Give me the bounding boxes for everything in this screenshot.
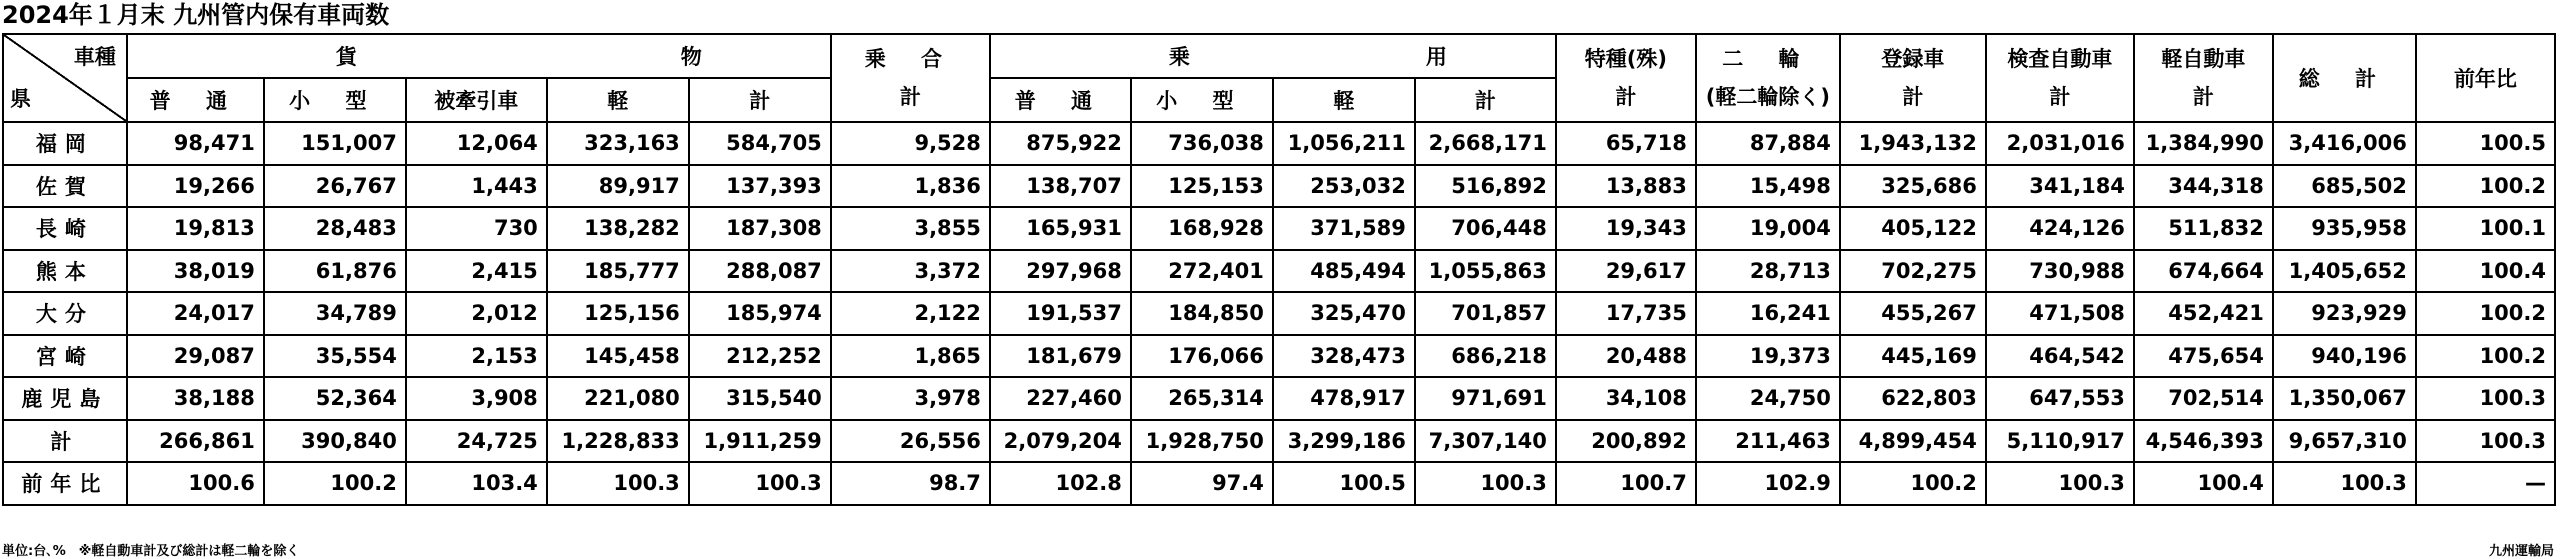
table-cell: 390,840 xyxy=(264,420,406,463)
table-body xyxy=(3,122,2555,505)
table-cell: 151,007 xyxy=(264,122,406,165)
table-cell: 9,657,310 xyxy=(2273,420,2416,463)
table-cell: 452,421 xyxy=(2134,292,2273,335)
table-cell: 9,528 xyxy=(831,122,990,165)
table-cell: 100.2 xyxy=(1840,462,1986,505)
table-cell: 3,908 xyxy=(406,377,547,420)
cargo-col-header: 計 xyxy=(689,78,831,122)
cargo-group-right: 物 xyxy=(680,45,702,69)
table-cell: 2,031,016 xyxy=(1986,122,2134,165)
registered-header: 登録車 計 xyxy=(1840,34,1986,122)
table-cell: 1,865 xyxy=(831,335,990,378)
table-cell: 730,988 xyxy=(1986,250,2134,293)
table-cell: 344,318 xyxy=(2134,165,2273,208)
table-cell: 455,267 xyxy=(1840,292,1986,335)
table-cell: 34,789 xyxy=(264,292,406,335)
table-cell: 266,861 xyxy=(127,420,264,463)
passenger-col-header: 小 型 xyxy=(1131,78,1273,122)
table-cell: 184,850 xyxy=(1131,292,1273,335)
row-label: 長崎 xyxy=(3,207,127,250)
table-cell: 253,032 xyxy=(1273,165,1415,208)
table-cell: 100.3 xyxy=(2416,420,2555,463)
table-cell: 100.5 xyxy=(1273,462,1415,505)
table-cell: 923,929 xyxy=(2273,292,2416,335)
table-cell: 516,892 xyxy=(1415,165,1556,208)
table-cell: 3,978 xyxy=(831,377,990,420)
table-cell: 35,554 xyxy=(264,335,406,378)
table-cell: 325,686 xyxy=(1840,165,1986,208)
table-cell: 28,713 xyxy=(1696,250,1840,293)
table-cell: 5,110,917 xyxy=(1986,420,2134,463)
table-cell: 1,911,259 xyxy=(689,420,831,463)
cargo-col-header: 小 型 xyxy=(264,78,406,122)
table-cell: 100.3 xyxy=(2273,462,2416,505)
table-cell: 701,857 xyxy=(1415,292,1556,335)
table-cell: 1,443 xyxy=(406,165,547,208)
row-label: 福岡 xyxy=(3,122,127,165)
table-cell: 100.3 xyxy=(1415,462,1556,505)
table-cell: 98.7 xyxy=(831,462,990,505)
table-cell: 200,892 xyxy=(1556,420,1696,463)
table-row xyxy=(3,462,2555,505)
page-title: 2024年１月末 九州管内保有車両数 xyxy=(2,1,390,29)
table-cell: 325,470 xyxy=(1273,292,1415,335)
table-row xyxy=(3,292,2555,335)
table-cell: 265,314 xyxy=(1131,377,1273,420)
table-cell: 227,460 xyxy=(990,377,1131,420)
grand-total-header: 総 計 xyxy=(2273,34,2416,122)
table-cell: 102.9 xyxy=(1696,462,1840,505)
table-cell: 98,471 xyxy=(127,122,264,165)
table-cell: 1,943,132 xyxy=(1840,122,1986,165)
table-cell: 17,735 xyxy=(1556,292,1696,335)
table-cell: 38,188 xyxy=(127,377,264,420)
table-cell: 622,803 xyxy=(1840,377,1986,420)
table-cell: 315,540 xyxy=(689,377,831,420)
table-row xyxy=(3,377,2555,420)
table-cell: 26,556 xyxy=(831,420,990,463)
table-cell: 181,679 xyxy=(990,335,1131,378)
table-cell: 736,038 xyxy=(1131,122,1273,165)
table-cell: 102.8 xyxy=(990,462,1131,505)
table-row xyxy=(3,250,2555,293)
table-cell: 100.3 xyxy=(547,462,689,505)
table-cell: 61,876 xyxy=(264,250,406,293)
row-label: 熊本 xyxy=(3,250,127,293)
table-cell: 185,974 xyxy=(689,292,831,335)
table-cell: 168,928 xyxy=(1131,207,1273,250)
row-label: 佐賀 xyxy=(3,165,127,208)
table-cell: 328,473 xyxy=(1273,335,1415,378)
table-cell: 100.1 xyxy=(2416,207,2555,250)
special-header: 特種(殊) 計 xyxy=(1556,34,1696,122)
table-cell: 706,448 xyxy=(1415,207,1556,250)
table-cell: 971,691 xyxy=(1415,377,1556,420)
table-cell: 485,494 xyxy=(1273,250,1415,293)
table-cell: 19,343 xyxy=(1556,207,1696,250)
row-label: 計 xyxy=(3,420,127,463)
table-cell: 19,266 xyxy=(127,165,264,208)
bus-header: 乗 合 計 xyxy=(831,34,990,122)
corner-bottom-label: 県 xyxy=(10,87,31,111)
table-cell: 24,017 xyxy=(127,292,264,335)
table-cell: 20,488 xyxy=(1556,335,1696,378)
table-cell: 100.2 xyxy=(264,462,406,505)
table-cell: 221,080 xyxy=(547,377,689,420)
corner-top-label: 車種 xyxy=(73,45,116,69)
table-cell: 730 xyxy=(406,207,547,250)
table-cell: 297,968 xyxy=(990,250,1131,293)
table-cell: 100.5 xyxy=(2416,122,2555,165)
passenger-group-left: 乗 xyxy=(1168,45,1190,69)
table-cell: 1,350,067 xyxy=(2273,377,2416,420)
table-cell: 97.4 xyxy=(1131,462,1273,505)
table-cell: 100.6 xyxy=(127,462,264,505)
table-cell: 478,917 xyxy=(1273,377,1415,420)
table-cell: 2,415 xyxy=(406,250,547,293)
table-cell: 100.3 xyxy=(689,462,831,505)
passenger-group-right: 用 xyxy=(1425,45,1447,69)
cargo-col-header: 普 通 xyxy=(127,78,264,122)
motorcycle-header: 二 輪 (軽二輪除く) xyxy=(1696,34,1840,122)
row-label: 鹿児島 xyxy=(3,377,127,420)
row-label: 大分 xyxy=(3,292,127,335)
table-cell: 24,725 xyxy=(406,420,547,463)
table-cell: 3,416,006 xyxy=(2273,122,2416,165)
unit-footnote: 単位:台､% ※軽自動車計及び総計は軽二輪を除く xyxy=(2,544,300,559)
table-cell: 3,855 xyxy=(831,207,990,250)
table-cell: 24,750 xyxy=(1696,377,1840,420)
passenger-col-header: 軽 xyxy=(1273,78,1415,122)
table-cell: 125,156 xyxy=(547,292,689,335)
table-cell: 2,122 xyxy=(831,292,990,335)
table-cell: 87,884 xyxy=(1696,122,1840,165)
table-cell: 34,108 xyxy=(1556,377,1696,420)
table-cell: 674,664 xyxy=(2134,250,2273,293)
table-cell: 19,373 xyxy=(1696,335,1840,378)
table-row xyxy=(3,335,2555,378)
passenger-col-header: 計 xyxy=(1415,78,1556,122)
table-cell: 26,767 xyxy=(264,165,406,208)
table-cell: 702,275 xyxy=(1840,250,1986,293)
table-cell: 288,087 xyxy=(689,250,831,293)
cargo-col-header: 被牽引車 xyxy=(406,78,547,122)
light-vehicle-header: 軽自動車 計 xyxy=(2134,34,2273,122)
table-cell: — xyxy=(2416,462,2555,505)
table-cell: 3,299,186 xyxy=(1273,420,1415,463)
row-label: 宮崎 xyxy=(3,335,127,378)
table-cell: 2,079,204 xyxy=(990,420,1131,463)
table-cell: 341,184 xyxy=(1986,165,2134,208)
table-cell: 138,282 xyxy=(547,207,689,250)
table-cell: 13,883 xyxy=(1556,165,1696,208)
table-cell: 12,064 xyxy=(406,122,547,165)
table-cell: 4,546,393 xyxy=(2134,420,2273,463)
table-cell: 185,777 xyxy=(547,250,689,293)
table-cell: 100.2 xyxy=(2416,292,2555,335)
table-cell: 7,307,140 xyxy=(1415,420,1556,463)
table-row xyxy=(3,420,2555,463)
source-label: 九州運輸局 xyxy=(2488,544,2554,559)
table-cell: 371,589 xyxy=(1273,207,1415,250)
table-cell: 935,958 xyxy=(2273,207,2416,250)
corner-header xyxy=(3,34,127,122)
table-cell: 137,393 xyxy=(689,165,831,208)
table-cell: 445,169 xyxy=(1840,335,1986,378)
table-cell: 176,066 xyxy=(1131,335,1273,378)
table-cell: 424,126 xyxy=(1986,207,2134,250)
table-cell: 89,917 xyxy=(547,165,689,208)
table-cell: 38,019 xyxy=(127,250,264,293)
passenger-col-header: 普 通 xyxy=(990,78,1131,122)
table-cell: 511,832 xyxy=(2134,207,2273,250)
table-cell: 100.3 xyxy=(1986,462,2134,505)
table-cell: 19,004 xyxy=(1696,207,1840,250)
table-cell: 3,372 xyxy=(831,250,990,293)
table-cell: 19,813 xyxy=(127,207,264,250)
table-cell: 584,705 xyxy=(689,122,831,165)
vehicle-table xyxy=(2,33,2556,506)
table-cell: 405,122 xyxy=(1840,207,1986,250)
table-cell: 2,668,171 xyxy=(1415,122,1556,165)
cargo-col-header: 軽 xyxy=(547,78,689,122)
table-row xyxy=(3,122,2555,165)
table-cell: 65,718 xyxy=(1556,122,1696,165)
passenger-group-header xyxy=(990,34,1556,78)
table-cell: 125,153 xyxy=(1131,165,1273,208)
table-cell: 685,502 xyxy=(2273,165,2416,208)
table-cell: 272,401 xyxy=(1131,250,1273,293)
table-cell: 940,196 xyxy=(2273,335,2416,378)
table-cell: 212,252 xyxy=(689,335,831,378)
table-cell: 165,931 xyxy=(990,207,1131,250)
table-cell: 1,384,990 xyxy=(2134,122,2273,165)
table-cell: 187,308 xyxy=(689,207,831,250)
table-cell: 4,899,454 xyxy=(1840,420,1986,463)
table-cell: 1,055,863 xyxy=(1415,250,1556,293)
table-cell: 1,405,652 xyxy=(2273,250,2416,293)
inspected-header: 検査自動車 計 xyxy=(1986,34,2134,122)
table-cell: 29,087 xyxy=(127,335,264,378)
row-label: 前年比 xyxy=(3,462,127,505)
table-cell: 647,553 xyxy=(1986,377,2134,420)
table-cell: 100.2 xyxy=(2416,335,2555,378)
table-cell: 686,218 xyxy=(1415,335,1556,378)
table-cell: 1,228,833 xyxy=(547,420,689,463)
table-cell: 2,153 xyxy=(406,335,547,378)
table-cell: 100.2 xyxy=(2416,165,2555,208)
table-cell: 29,617 xyxy=(1556,250,1696,293)
cargo-group-left: 貨 xyxy=(335,45,357,69)
table-cell: 191,537 xyxy=(990,292,1131,335)
table-cell: 103.4 xyxy=(406,462,547,505)
table-cell: 1,056,211 xyxy=(1273,122,1415,165)
cargo-group-header xyxy=(127,34,831,78)
table-cell: 100.4 xyxy=(2134,462,2273,505)
table-cell: 145,458 xyxy=(547,335,689,378)
table-cell: 52,364 xyxy=(264,377,406,420)
table-cell: 875,922 xyxy=(990,122,1131,165)
table-row xyxy=(3,207,2555,250)
table-cell: 100.4 xyxy=(2416,250,2555,293)
table-cell: 471,508 xyxy=(1986,292,2134,335)
table-cell: 100.7 xyxy=(1556,462,1696,505)
table-cell: 2,012 xyxy=(406,292,547,335)
table-cell: 15,498 xyxy=(1696,165,1840,208)
yoy-header: 前年比 xyxy=(2416,34,2555,122)
table-cell: 16,241 xyxy=(1696,292,1840,335)
table-header xyxy=(3,34,2555,122)
table-cell: 323,163 xyxy=(547,122,689,165)
table-cell: 464,542 xyxy=(1986,335,2134,378)
table-cell: 1,928,750 xyxy=(1131,420,1273,463)
table-cell: 211,463 xyxy=(1696,420,1840,463)
table-cell: 100.3 xyxy=(2416,377,2555,420)
table-cell: 475,654 xyxy=(2134,335,2273,378)
table-cell: 28,483 xyxy=(264,207,406,250)
table-cell: 1,836 xyxy=(831,165,990,208)
table-row xyxy=(3,165,2555,208)
table-cell: 138,707 xyxy=(990,165,1131,208)
table-cell: 702,514 xyxy=(2134,377,2273,420)
